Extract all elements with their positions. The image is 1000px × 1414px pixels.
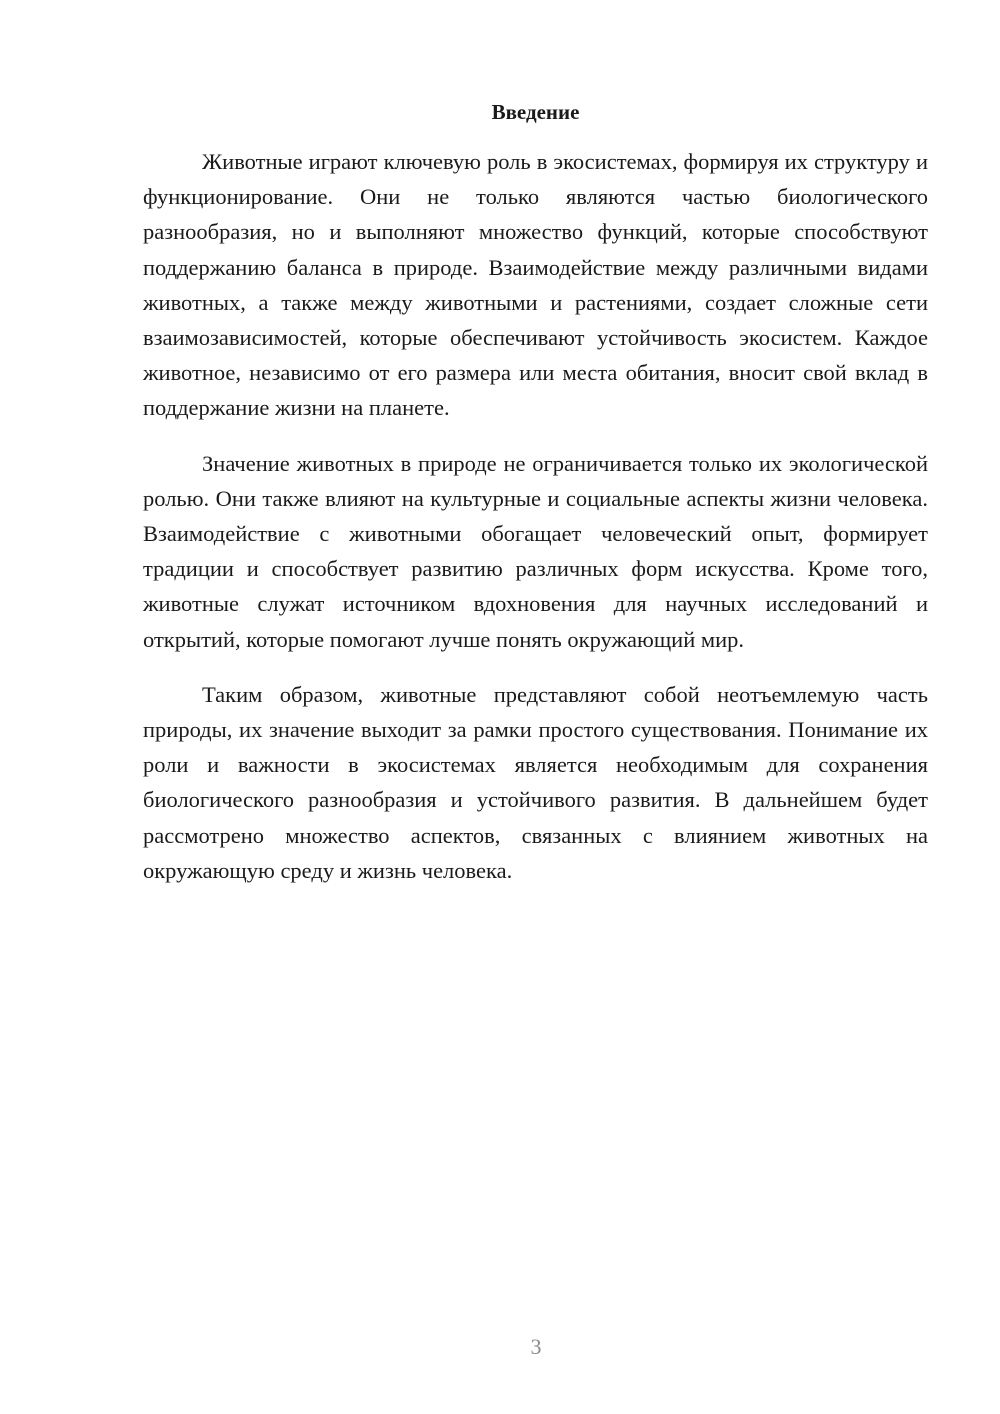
paragraph: Таким образом, животные представляют собой неотъемлемую часть природы, их значение выходит за рамки простого существования. Понимание их роли и важности в экосистемах является необходимым для сохранения биологического разнообразия и устойчивого развития. В дальнейшем будет рассмотрено множество аспектов, связанных с влиянием животных на окружающую среду и жизнь человека. <box>143 681 928 883</box>
paragraph: Значение животных в природе не ограничивается только их экологической ролью. Они также влияют на культурные и социальные аспекты жизни человека. Взаимодействие с животными обогащает человеческий опыт, формирует традиции и способствует развитию различных форм искусства. Кроме того, животные служат источником вдохновения для научных исследований и открытий, которые помогают лучше понять окружающий мир. <box>143 450 928 652</box>
section-heading: Введение <box>491 100 580 124</box>
paragraph: Животные играют ключевую роль в экосистемах, формируя их структуру и функционирование. Они не только являются частью биологического разнообразия, но и выполняют множество функций, которые способствуют поддержанию баланса в природе. Взаимодействие между различными видами животных, а также между животными и растениями, создает сложные сети взаимозависимостей, которые обеспечивают устойчивость экосистем. Каждое животное, независимо от его размера или места обитания, вносит свой вклад в поддержание жизни на планете. <box>143 149 928 421</box>
page-number: 3 <box>530 1334 542 1359</box>
body-text <box>143 144 928 908</box>
